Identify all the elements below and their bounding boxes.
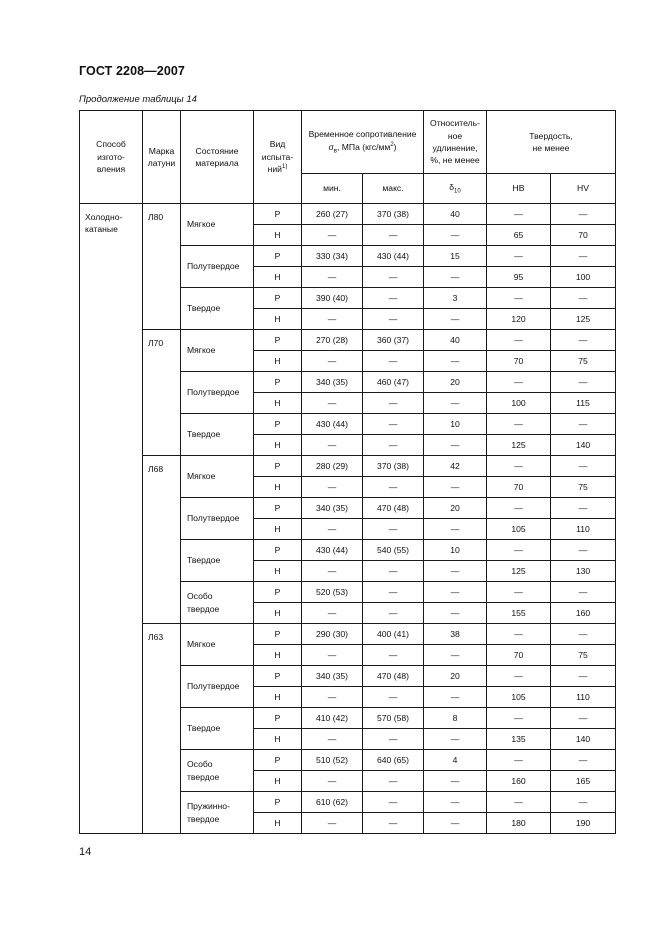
cell-state: Мягкое	[181, 456, 254, 498]
header-hardness: Твердость, не менее	[487, 111, 616, 174]
table-caption: Продолжение таблицы 14	[79, 94, 197, 105]
cell-tensile-max: —	[363, 729, 424, 750]
cell-hardness-hb: 160	[487, 771, 551, 792]
header-delta-symbol: δ	[449, 181, 455, 192]
cell-hardness-hb: 105	[487, 519, 551, 540]
cell-hardness-hb: 70	[487, 351, 551, 372]
cell-state: Твердое	[181, 414, 254, 456]
header-test-type-text: Вид испыта- ний	[261, 139, 294, 175]
cell-tensile-min: 410 (42)	[302, 708, 363, 729]
table-body	[80, 204, 616, 834]
cell-tensile-min: 340 (35)	[302, 372, 363, 393]
cell-tensile-min: —	[302, 771, 363, 792]
cell-tensile-min: —	[302, 351, 363, 372]
cell-test-type: Н	[254, 267, 302, 288]
cell-hardness-hb: —	[487, 204, 551, 225]
cell-state: Полутвердое	[181, 372, 254, 414]
cell-test-type: Н	[254, 561, 302, 582]
cell-hardness-hb: —	[487, 414, 551, 435]
cell-hardness-hb: —	[487, 498, 551, 519]
cell-tensile-max: —	[363, 813, 424, 834]
cell-test-type: Р	[254, 372, 302, 393]
cell-elongation: 10	[424, 540, 487, 561]
cell-test-type: Р	[254, 288, 302, 309]
cell-hardness-hb: 155	[487, 603, 551, 624]
cell-tensile-min: 260 (27)	[302, 204, 363, 225]
cell-tensile-min: —	[302, 729, 363, 750]
cell-hardness-hb: —	[487, 708, 551, 729]
cell-hardness-hv: 110	[551, 687, 616, 708]
cell-tensile-max: —	[363, 687, 424, 708]
cell-elongation: 15	[424, 246, 487, 267]
cell-hardness-hv: —	[551, 498, 616, 519]
brass-properties-table	[79, 110, 616, 834]
cell-test-type: Н	[254, 603, 302, 624]
cell-state: Полутвердое	[181, 246, 254, 288]
cell-tensile-min: 340 (35)	[302, 666, 363, 687]
cell-hardness-hb: 70	[487, 477, 551, 498]
header-test-type-footnote: 1)	[282, 164, 288, 171]
page-number: 14	[79, 846, 92, 858]
cell-test-type: Р	[254, 540, 302, 561]
cell-test-type: Р	[254, 498, 302, 519]
cell-hardness-hv: 75	[551, 645, 616, 666]
cell-hardness-hb: 125	[487, 561, 551, 582]
cell-elongation: —	[424, 393, 487, 414]
cell-state: Твердое	[181, 540, 254, 582]
cell-test-type: Р	[254, 456, 302, 477]
cell-elongation: 42	[424, 456, 487, 477]
cell-test-type: Р	[254, 708, 302, 729]
cell-test-type: Р	[254, 414, 302, 435]
cell-test-type: Р	[254, 582, 302, 603]
header-tensile-prefix: Временное сопротивление σ	[308, 129, 417, 152]
cell-hardness-hb: —	[487, 372, 551, 393]
cell-elongation: —	[424, 309, 487, 330]
cell-test-type: Р	[254, 204, 302, 225]
header-tensile-strength	[302, 111, 424, 174]
cell-test-type: Н	[254, 519, 302, 540]
cell-tensile-min: —	[302, 603, 363, 624]
cell-tensile-max: 470 (48)	[363, 498, 424, 519]
cell-tensile-max: 640 (65)	[363, 750, 424, 771]
cell-state: Мягкое	[181, 330, 254, 372]
cell-hardness-hb: —	[487, 456, 551, 477]
cell-tensile-min: 520 (53)	[302, 582, 363, 603]
cell-hardness-hv: —	[551, 456, 616, 477]
cell-elongation: —	[424, 603, 487, 624]
cell-hardness-hv: 125	[551, 309, 616, 330]
cell-tensile-max: —	[363, 477, 424, 498]
cell-tensile-max: —	[363, 309, 424, 330]
header-elongation: Относитель- ное удлинение, %, не менее	[424, 111, 487, 174]
cell-elongation: —	[424, 582, 487, 603]
cell-hardness-hb: —	[487, 330, 551, 351]
cell-tensile-max: 370 (38)	[363, 204, 424, 225]
cell-hardness-hb: 100	[487, 393, 551, 414]
cell-tensile-min: —	[302, 561, 363, 582]
cell-hardness-hv: 165	[551, 771, 616, 792]
cell-elongation: —	[424, 792, 487, 813]
cell-test-type: Н	[254, 435, 302, 456]
cell-state: Пружинно- твердое	[181, 792, 254, 834]
cell-elongation: —	[424, 687, 487, 708]
header-tensile-sup: 2	[390, 141, 394, 148]
cell-tensile-min: 430 (44)	[302, 414, 363, 435]
cell-hardness-hv: 70	[551, 225, 616, 246]
cell-hardness-hv: 115	[551, 393, 616, 414]
cell-test-type: Н	[254, 687, 302, 708]
cell-hardness-hv: —	[551, 792, 616, 813]
header-tensile-mid: , МПа (кгс/мм	[336, 141, 391, 152]
cell-test-type: Н	[254, 771, 302, 792]
header-grade: Марка латуни	[143, 111, 181, 204]
cell-test-type: Н	[254, 813, 302, 834]
cell-tensile-max: 370 (38)	[363, 456, 424, 477]
cell-test-type: Р	[254, 792, 302, 813]
cell-hardness-hv: —	[551, 204, 616, 225]
cell-tensile-min: —	[302, 267, 363, 288]
cell-tensile-max: —	[363, 603, 424, 624]
cell-hardness-hb: 125	[487, 435, 551, 456]
cell-test-type: Р	[254, 246, 302, 267]
cell-grade: Л68	[143, 456, 181, 624]
cell-hardness-hb: 65	[487, 225, 551, 246]
cell-elongation: —	[424, 771, 487, 792]
cell-test-type: Н	[254, 729, 302, 750]
cell-elongation: 20	[424, 498, 487, 519]
cell-hardness-hb: 180	[487, 813, 551, 834]
cell-tensile-min: 390 (40)	[302, 288, 363, 309]
cell-hardness-hb: —	[487, 750, 551, 771]
table-row	[80, 330, 616, 351]
cell-test-type: Н	[254, 351, 302, 372]
cell-hardness-hv: —	[551, 246, 616, 267]
cell-hardness-hv: —	[551, 330, 616, 351]
cell-hardness-hv: —	[551, 624, 616, 645]
header-test-type	[254, 111, 302, 204]
cell-hardness-hb: —	[487, 792, 551, 813]
cell-tensile-min: —	[302, 225, 363, 246]
cell-hardness-hv: 130	[551, 561, 616, 582]
cell-tensile-max: —	[363, 519, 424, 540]
cell-test-type: Р	[254, 750, 302, 771]
cell-hardness-hv: 75	[551, 477, 616, 498]
cell-tensile-min: —	[302, 435, 363, 456]
cell-tensile-min: 340 (35)	[302, 498, 363, 519]
cell-tensile-min: —	[302, 645, 363, 666]
cell-elongation: 20	[424, 372, 487, 393]
cell-tensile-max: —	[363, 645, 424, 666]
table-row	[80, 204, 616, 225]
cell-test-type: Н	[254, 309, 302, 330]
cell-elongation: 3	[424, 288, 487, 309]
cell-tensile-max: 430 (44)	[363, 246, 424, 267]
cell-elongation: 8	[424, 708, 487, 729]
cell-tensile-min: —	[302, 309, 363, 330]
cell-elongation: —	[424, 561, 487, 582]
cell-state: Твердое	[181, 708, 254, 750]
header-delta	[424, 174, 487, 204]
cell-grade: Л63	[143, 624, 181, 834]
cell-elongation: —	[424, 729, 487, 750]
header-tensile-suffix: )	[393, 141, 397, 152]
cell-hardness-hv: —	[551, 582, 616, 603]
cell-tensile-min: 330 (34)	[302, 246, 363, 267]
cell-tensile-max: —	[363, 792, 424, 813]
cell-hardness-hb: 105	[487, 687, 551, 708]
header-state: Состояние материала	[181, 111, 254, 204]
cell-test-type: Н	[254, 477, 302, 498]
cell-hardness-hb: —	[487, 540, 551, 561]
cell-hardness-hb: —	[487, 246, 551, 267]
cell-hardness-hb: —	[487, 288, 551, 309]
cell-test-type: Н	[254, 225, 302, 246]
cell-hardness-hv: —	[551, 414, 616, 435]
cell-state: Мягкое	[181, 204, 254, 246]
cell-tensile-max: —	[363, 435, 424, 456]
cell-tensile-min: —	[302, 813, 363, 834]
cell-tensile-min: 280 (29)	[302, 456, 363, 477]
document-title: ГОСТ 2208—2007	[79, 64, 185, 78]
cell-elongation: —	[424, 645, 487, 666]
cell-tensile-min: 430 (44)	[302, 540, 363, 561]
cell-tensile-min: 270 (28)	[302, 330, 363, 351]
cell-state: Полутвердое	[181, 666, 254, 708]
cell-tensile-max: —	[363, 771, 424, 792]
cell-elongation: —	[424, 813, 487, 834]
cell-elongation: 20	[424, 666, 487, 687]
cell-hardness-hb: 120	[487, 309, 551, 330]
cell-hardness-hv: —	[551, 750, 616, 771]
cell-hardness-hv: —	[551, 288, 616, 309]
cell-tensile-max: —	[363, 351, 424, 372]
cell-hardness-hb: —	[487, 666, 551, 687]
cell-tensile-max: 540 (55)	[363, 540, 424, 561]
cell-tensile-max: 570 (58)	[363, 708, 424, 729]
cell-elongation: 38	[424, 624, 487, 645]
cell-elongation: —	[424, 519, 487, 540]
cell-state: Особо твердое	[181, 582, 254, 624]
cell-tensile-max: —	[363, 582, 424, 603]
cell-tensile-min: 290 (30)	[302, 624, 363, 645]
cell-test-type: Н	[254, 393, 302, 414]
cell-tensile-min: —	[302, 393, 363, 414]
cell-hardness-hv: 140	[551, 729, 616, 750]
cell-tensile-max: —	[363, 225, 424, 246]
cell-hardness-hv: 140	[551, 435, 616, 456]
cell-tensile-max: 470 (48)	[363, 666, 424, 687]
cell-tensile-max: —	[363, 288, 424, 309]
cell-hardness-hv: —	[551, 372, 616, 393]
cell-state: Твердое	[181, 288, 254, 330]
cell-tensile-min: —	[302, 687, 363, 708]
table-row	[80, 456, 616, 477]
cell-hardness-hv: —	[551, 666, 616, 687]
cell-tensile-max: 460 (47)	[363, 372, 424, 393]
cell-tensile-min: 510 (52)	[302, 750, 363, 771]
cell-tensile-max: —	[363, 561, 424, 582]
cell-hardness-hv: 100	[551, 267, 616, 288]
cell-hardness-hb: 70	[487, 645, 551, 666]
cell-elongation: —	[424, 435, 487, 456]
cell-elongation: —	[424, 477, 487, 498]
cell-hardness-hv: 75	[551, 351, 616, 372]
cell-grade: Л80	[143, 204, 181, 330]
cell-elongation: 40	[424, 204, 487, 225]
header-hv: HV	[551, 174, 616, 204]
cell-hardness-hv: —	[551, 540, 616, 561]
cell-test-type: Н	[254, 645, 302, 666]
header-tensile-min: мин.	[302, 174, 363, 204]
cell-hardness-hv: —	[551, 708, 616, 729]
cell-tensile-max: 360 (37)	[363, 330, 424, 351]
cell-tensile-min: 610 (62)	[302, 792, 363, 813]
cell-hardness-hb: —	[487, 582, 551, 603]
cell-tensile-min: —	[302, 477, 363, 498]
cell-hardness-hb: 95	[487, 267, 551, 288]
cell-grade: Л70	[143, 330, 181, 456]
header-method: Способ изгото- вления	[80, 111, 143, 204]
table-row	[80, 624, 616, 645]
cell-test-type: Р	[254, 330, 302, 351]
header-delta-sub: 10	[454, 188, 461, 195]
cell-tensile-max: 400 (41)	[363, 624, 424, 645]
cell-method: Холодно- катаные	[80, 204, 143, 834]
cell-hardness-hv: 110	[551, 519, 616, 540]
cell-elongation: —	[424, 225, 487, 246]
cell-test-type: Р	[254, 624, 302, 645]
cell-test-type: Р	[254, 666, 302, 687]
cell-elongation: 40	[424, 330, 487, 351]
cell-elongation: 4	[424, 750, 487, 771]
cell-state: Особо твердое	[181, 750, 254, 792]
header-hb: HB	[487, 174, 551, 204]
cell-tensile-max: —	[363, 267, 424, 288]
cell-elongation: —	[424, 351, 487, 372]
header-tensile-max: макс.	[363, 174, 424, 204]
cell-tensile-max: —	[363, 414, 424, 435]
cell-state: Полутвердое	[181, 498, 254, 540]
cell-hardness-hb: 135	[487, 729, 551, 750]
cell-elongation: —	[424, 267, 487, 288]
cell-state: Мягкое	[181, 624, 254, 666]
cell-tensile-max: —	[363, 393, 424, 414]
cell-hardness-hv: 160	[551, 603, 616, 624]
cell-elongation: 10	[424, 414, 487, 435]
cell-hardness-hb: —	[487, 624, 551, 645]
cell-tensile-min: —	[302, 519, 363, 540]
header-tensile-sub: в	[333, 148, 337, 155]
cell-hardness-hv: 190	[551, 813, 616, 834]
